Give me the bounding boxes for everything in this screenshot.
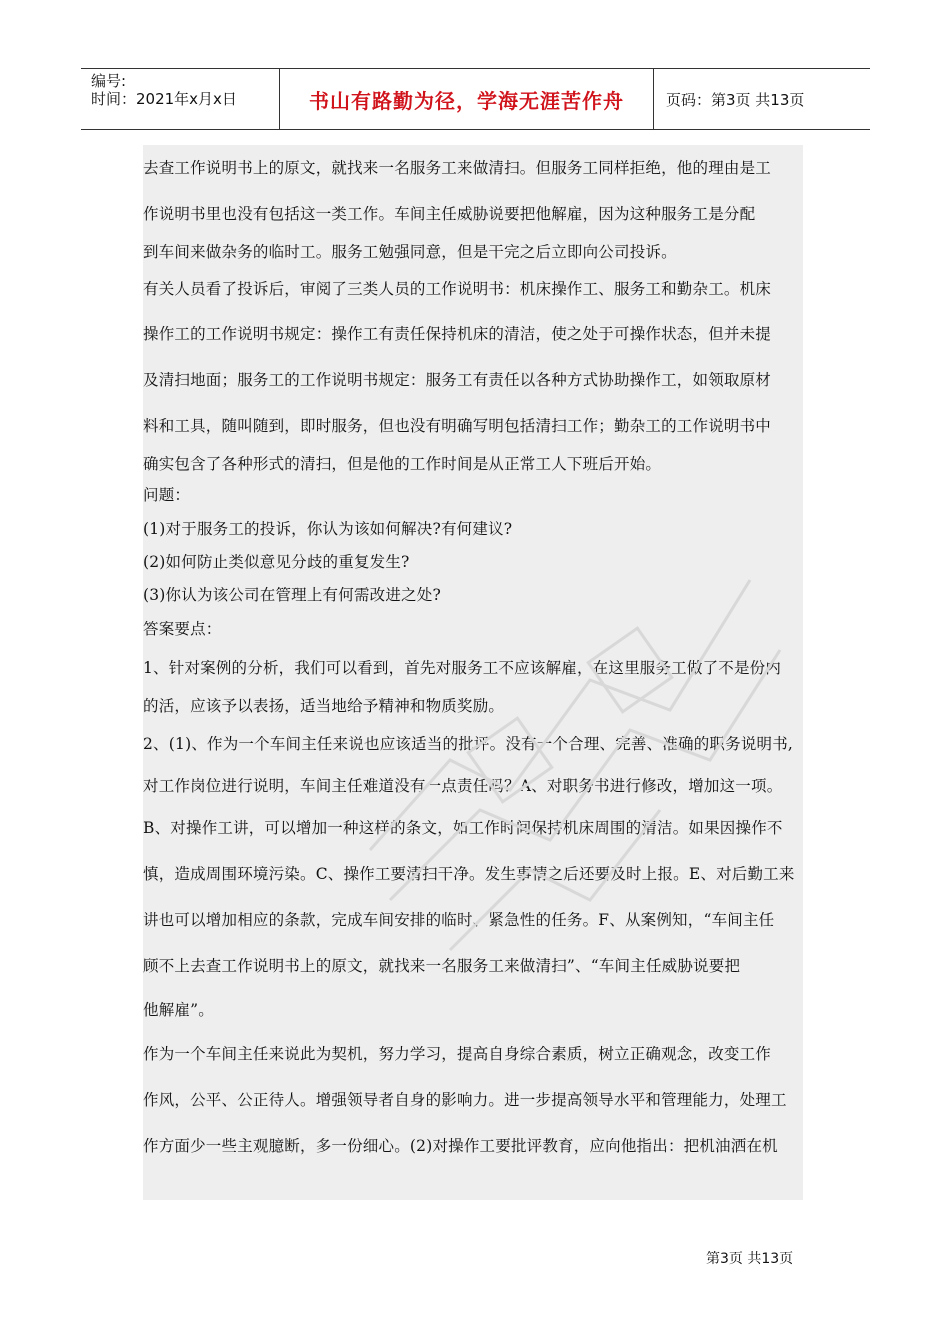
page-header bbox=[81, 68, 870, 130]
page-footer: 第3页 共13页 bbox=[706, 1251, 794, 1267]
body-line: 操作工的工作说明书规定：操作工有责任保持机床的清洁，使之处于可操作状态，但并未提 bbox=[143, 325, 772, 343]
body-line: 问题： bbox=[143, 486, 191, 504]
header-motto: 书山有路勤为径，学海无涯苦作舟 bbox=[280, 69, 654, 129]
body-line: 料和工具，随叫随到，即时服务，但也没有明确写明包括清扫工作；勤杂工的工作说明书中 bbox=[143, 417, 772, 435]
document-number-label: 编号: bbox=[91, 72, 127, 90]
document-time-label: 时间：2021年x月x日 bbox=[91, 90, 237, 108]
body-line: 确实包含了各种形式的清扫，但是他的工作时间是从正常工人下班后开始。 bbox=[143, 455, 662, 473]
body-line: 2、(1)、作为一个车间主任来说也应该适当的批评。没有一个合理、完善、准确的职务说明书, bbox=[143, 735, 794, 753]
body-line: (1)对于服务工的投诉，你认为该如何解决?有何建议? bbox=[143, 520, 513, 538]
body-line: 到车间来做杂务的临时工。服务工勉强同意，但是干完之后立即向公司投诉。 bbox=[143, 243, 677, 261]
body-line: 慎，造成周围环境污染。C、操作工要清扫干净。发生事情之后还要及时上报。E、对后勤工来 bbox=[143, 865, 795, 883]
body-line: 去查工作说明书上的原文，就找来一名服务工来做清扫。但服务工同样拒绝，他的理由是工 bbox=[143, 159, 772, 177]
body-line: 讲也可以增加相应的条款，完成车间安排的临时、紧急性的任务。F、从案例知，“车间主任 bbox=[143, 911, 775, 929]
body-line: 对工作岗位进行说明，车间主任难道没有一点责任吗？A、对职务书进行修改，增加这一项。 bbox=[143, 777, 783, 795]
body-line: 1、针对案例的分析，我们可以看到，首先对服务工不应该解雇，在这里服务工做了不是份内 bbox=[143, 659, 782, 677]
body-line: 作说明书里也没有包括这一类工作。车间主任威胁说要把他解雇，因为这种服务工是分配 bbox=[143, 205, 756, 223]
body-line: 有关人员看了投诉后，审阅了三类人员的工作说明书：机床操作工、服务工和勤杂工。机床 bbox=[143, 280, 772, 298]
body-line: 作为一个车间主任来说此为契机，努力学习，提高自身综合素质，树立正确观念，改变工作 bbox=[143, 1045, 772, 1063]
header-page-number: 页码：第3页 共13页 bbox=[666, 90, 805, 109]
body-line: 他解雇”。 bbox=[143, 1001, 214, 1019]
body-line: 及清扫地面；服务工的工作说明书规定：服务工有责任以各种方式协助操作工，如领取原材 bbox=[143, 371, 772, 389]
body-line: 的活，应该予以表扬，适当地给予精神和物质奖励。 bbox=[143, 697, 505, 715]
body-line: 作方面少一些主观臆断，多一份细心。(2)对操作工要批评教育，应向他指出：把机油洒在机 bbox=[143, 1137, 778, 1155]
body-line: 作风，公平、公正待人。增强领导者自身的影响力。进一步提高领导水平和管理能力，处理工 bbox=[143, 1091, 787, 1109]
body-line: 顾不上去查工作说明书上的原文，就找来一名服务工来做清扫”、“车间主任威胁说要把 bbox=[143, 957, 741, 975]
document-body bbox=[143, 145, 803, 1200]
body-line: B、对操作工讲，可以增加一种这样的条文，如工作时间保持机床周围的清洁。如果因操作不 bbox=[143, 819, 783, 837]
body-text bbox=[143, 145, 803, 1169]
body-line: (3)你认为该公司在管理上有何需改进之处? bbox=[143, 586, 441, 604]
body-line: 答案要点： bbox=[143, 620, 222, 638]
header-meta bbox=[81, 69, 280, 129]
body-line: (2)如何防止类似意见分歧的重复发生? bbox=[143, 553, 410, 571]
